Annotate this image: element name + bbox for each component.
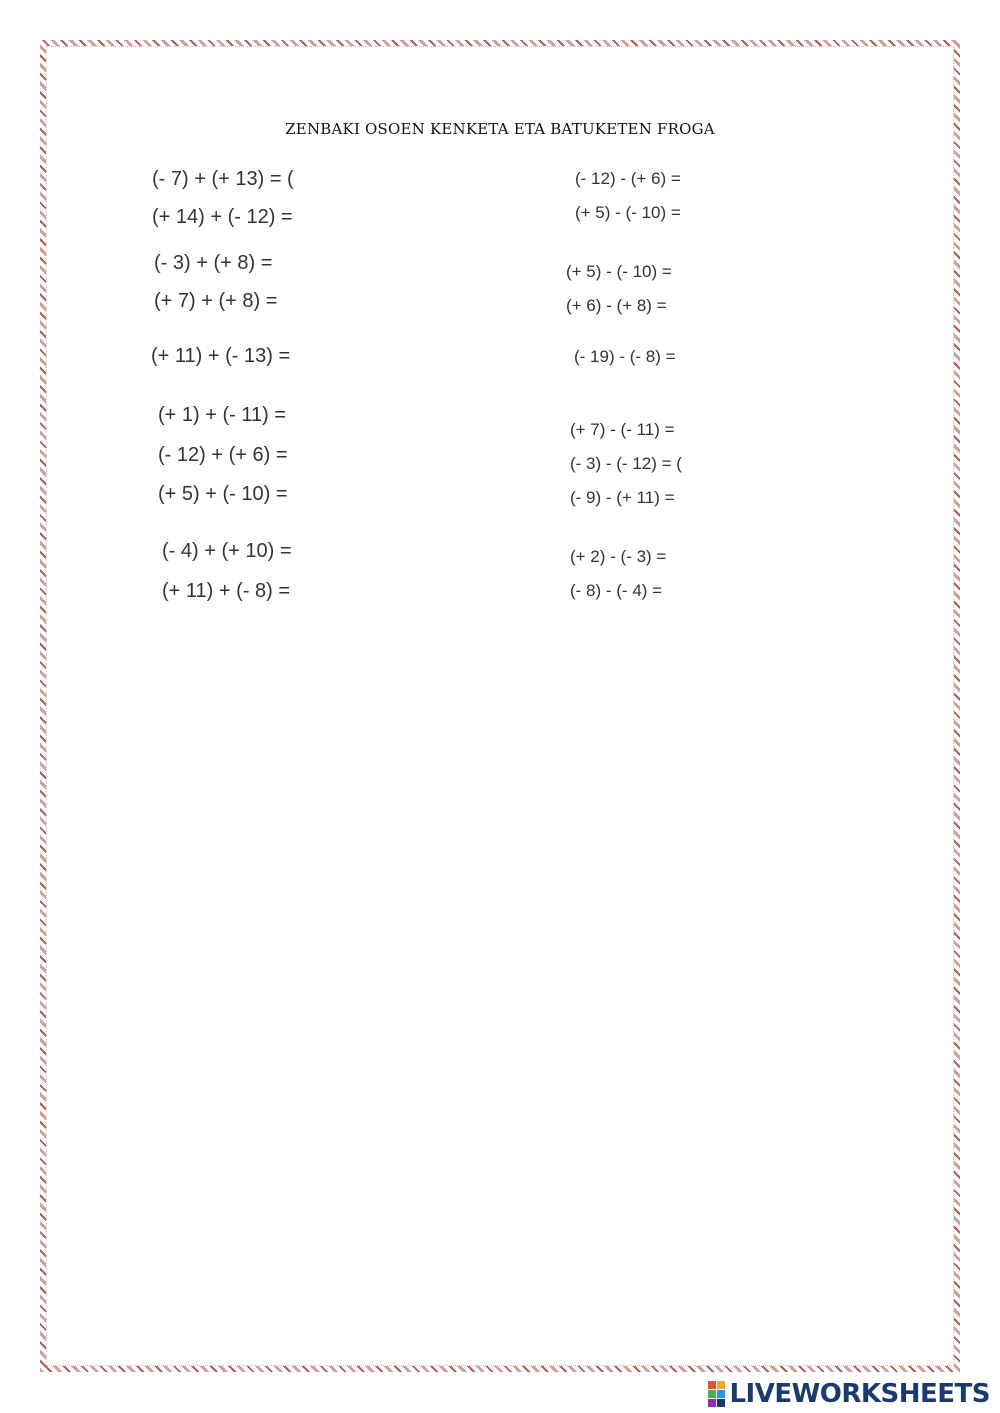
exercise-right-10: (- 8) - (- 4) = xyxy=(570,581,663,600)
exercise-right-6: (+ 7) - (- 11) = xyxy=(570,420,675,439)
page-border-inner xyxy=(46,46,954,1366)
exercise-left-7: (- 12) + (+ 6) = xyxy=(158,444,288,466)
liveworksheets-logo xyxy=(708,1379,990,1409)
exercise-right-9: (+ 2) - (- 3) = xyxy=(570,547,667,566)
exercise-left-6: (+ 1) + (- 11) = xyxy=(158,404,287,426)
exercise-left-4: (+ 7) + (+ 8) = xyxy=(154,290,278,312)
exercise-left-10: (+ 11) + (- 8) = xyxy=(162,580,291,602)
exercise-right-4: (+ 6) - (+ 8) = xyxy=(566,296,667,315)
exercise-right-2: (+ 5) - (- 10) = xyxy=(575,203,681,222)
exercise-right-5: (- 19) - (- 8) = xyxy=(574,347,676,366)
liveworksheets-logo-mark xyxy=(708,1381,725,1407)
exercise-left-8: (+ 5) + (- 10) = xyxy=(158,483,288,505)
exercise-left-5: (+ 11) + (- 13) = xyxy=(151,345,291,367)
exercise-right-7: (- 3) - (- 12) = ( xyxy=(570,454,682,473)
exercise-left-2: (+ 14) + (- 12) = xyxy=(152,206,293,228)
liveworksheets-logo-text: LIVEWORKSHEETS xyxy=(729,1379,990,1409)
exercise-left-3: (- 3) + (+ 8) = xyxy=(154,252,273,274)
exercise-right-3: (+ 5) - (- 10) = xyxy=(566,262,672,281)
exercise-left-1: (- 7) + (+ 13) = ( xyxy=(152,168,294,190)
exercise-left-9: (- 4) + (+ 10) = xyxy=(162,540,292,562)
exercise-right-8: (- 9) - (+ 11) = xyxy=(570,488,675,507)
worksheet-title: ZENBAKI OSOEN KENKETA ETA BATUKETEN FROGA xyxy=(285,120,715,138)
exercise-right-1: (- 12) - (+ 6) = xyxy=(575,169,681,188)
